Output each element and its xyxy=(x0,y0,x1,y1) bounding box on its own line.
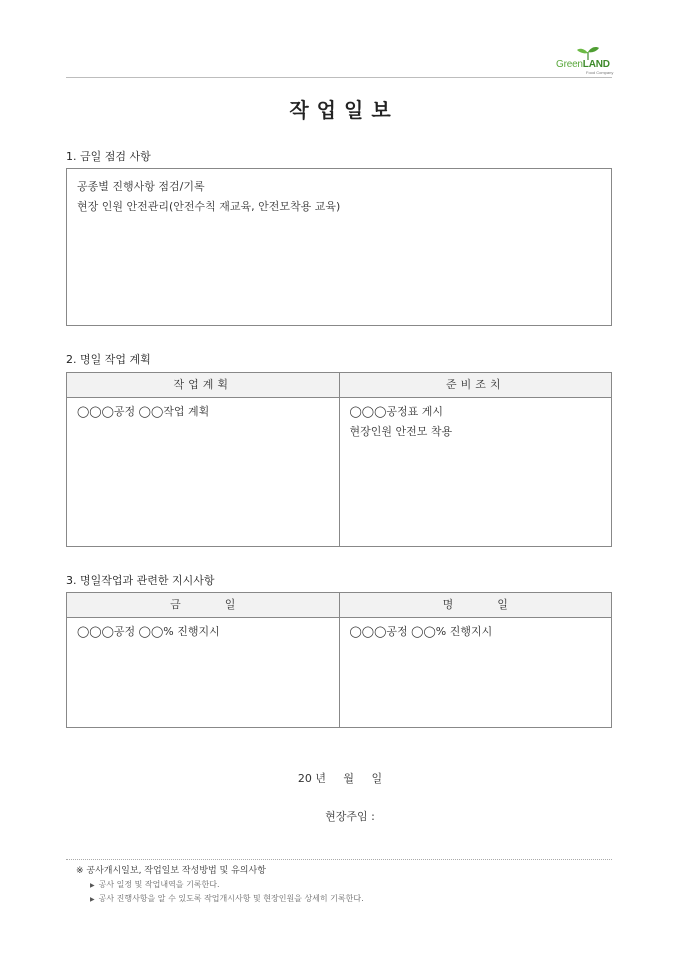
sprout-icon xyxy=(576,46,600,60)
header-tomorrow: 명일 xyxy=(339,593,612,617)
tomorrow-cell xyxy=(339,618,612,727)
table-header-row xyxy=(67,593,611,618)
header-divider xyxy=(66,77,612,78)
section-1-box xyxy=(66,168,612,326)
note-item: ▶ 공사 진행사항을 알 수 있도록 작업개시사항 및 현장인원을 상세히 기록한다. xyxy=(90,894,364,903)
cell-line: ◯◯◯공정 ◯◯% 진행지시 xyxy=(349,625,493,638)
document-title: 작업일보 xyxy=(289,98,399,122)
section-1-line: 현장 인원 안전관리(안전수칙 재교육, 안전모착용 교육) xyxy=(77,200,341,213)
section-2-heading: 2. 명일 작업 계획 xyxy=(66,353,151,366)
section-1-heading: 1. 금일 점검 사항 xyxy=(66,150,151,163)
notes-title: ※ 공사개시일보, 작업일보 작성방법 및 유의사항 xyxy=(76,866,266,876)
cell-line: ◯◯◯공정표 게시 xyxy=(349,405,444,418)
logo-wordmark: GreenLAND xyxy=(556,59,610,70)
section-2-table xyxy=(66,372,612,547)
section-3-heading: 3. 명일작업과 관련한 지시사항 xyxy=(66,574,215,587)
table-body-row xyxy=(67,398,611,546)
triangle-bullet-icon: ▶ xyxy=(90,896,95,903)
date-line: 20 년 월 일 xyxy=(297,772,383,785)
footer-divider xyxy=(66,859,612,860)
header-preparation: 준비조치 xyxy=(339,373,612,397)
cell-line: ◯◯◯공정 ◯◯% 진행지시 xyxy=(77,625,220,638)
notes-section xyxy=(76,864,364,906)
cell-line: ◯◯◯공정 ◯◯작업 계획 xyxy=(77,405,210,418)
site-supervisor-signature: 현장주임 : xyxy=(325,810,375,823)
section-3-table xyxy=(66,592,612,728)
logo-subtitle: Food Company xyxy=(586,70,614,75)
triangle-bullet-icon: ▶ xyxy=(90,882,95,889)
section-1-line: 공종별 진행사항 점검/기록 xyxy=(77,180,205,193)
header-work-plan: 작업계획 xyxy=(173,378,232,391)
work-plan-cell xyxy=(67,398,339,546)
header-today: 금일 xyxy=(170,598,280,611)
preparation-cell xyxy=(339,398,612,546)
company-logo xyxy=(552,46,616,76)
cell-line: 현장인원 안전모 착용 xyxy=(349,425,453,438)
table-body-row xyxy=(67,618,611,727)
table-header-row xyxy=(67,373,611,398)
today-cell xyxy=(67,618,339,727)
note-item: ▶ 공사 일정 및 작업내역을 기록한다. xyxy=(90,880,220,889)
